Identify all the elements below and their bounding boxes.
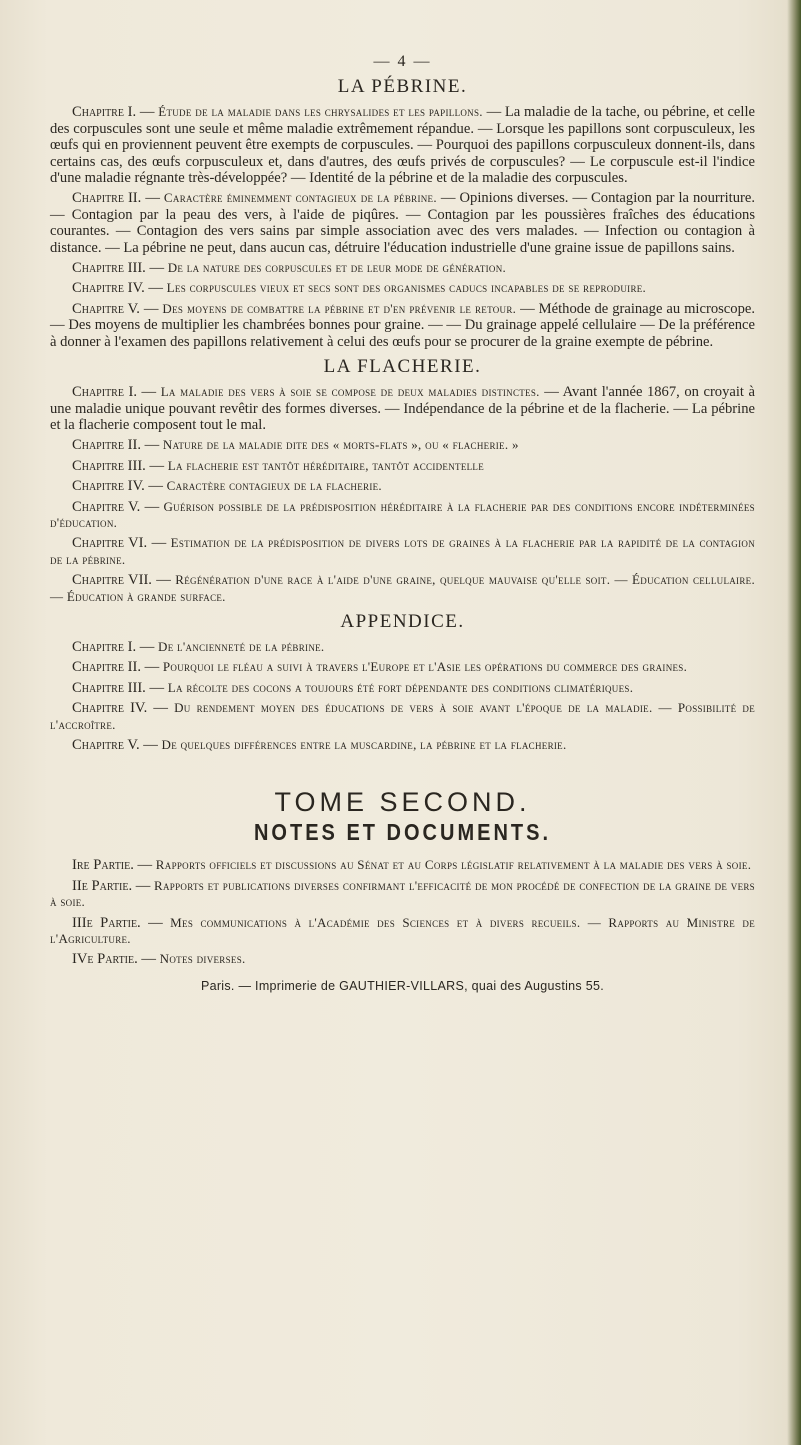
chapter-label: Chapitre V. —: [72, 300, 159, 317]
chapter-title: Guérison possible de la prédisposition héréditaire à la flacherie par des conditions encore indéterminées d'éducation.: [50, 498, 755, 530]
chapter-label: Chapitre II. —: [72, 659, 160, 676]
chapter-title: Caractère contagieux de la flacherie.: [166, 478, 382, 494]
part-entry: [50, 915, 755, 948]
part-title: Rapports et publications diverses confirmant l'efficacité de mon procédé de confection de la graine de vers à soie.: [50, 877, 755, 910]
document-body: [50, 54, 755, 994]
chapter-label: Chapitre II. —: [72, 437, 160, 454]
chapter-summary: — Opinions diverses. — Contagion par la nourriture. — Contagion par la peau des vers, à l'aide de piqûres. — Contagion par les poussières fraîches des éducations courantes. — Contagion des vers sains par simple association avec des vers malades. — Infection ou contagion à distance. — La pébrine ne peut, dans aucun cas, détruire l'éducation industrielle d'une graine issue de papillons sains.: [50, 190, 756, 256]
chapter-label: Chapitre IV. —: [72, 478, 164, 495]
chapter-entry: [50, 478, 755, 494]
chapter-entry: [50, 639, 755, 655]
chapter-entry: [50, 260, 755, 276]
part-title: Mes communications à l'Académie des Sciences et à divers recueils. — Rapports au Ministre de l'Agriculture.: [50, 914, 755, 947]
sections: [50, 76, 755, 753]
chapter-entry: [50, 700, 755, 733]
chapter-summary: — Méthode de grainage au microscope. — Des moyens de multiplier les chambrées bonnes pour graine. — — Du grainage appelé cellulaire — De la préférence à donner à l'examen des papillons relativement à celui des œufs pour se procurer de la graine exempte de pébrine.: [50, 300, 755, 350]
chapter-title: Caractère éminemment contagieux de la pébrine.: [163, 190, 437, 206]
part-title: Notes diverses.: [159, 951, 246, 967]
chapter-entry: [50, 572, 755, 605]
chapter-entry: [50, 535, 755, 568]
chapter-entry: [50, 190, 755, 256]
part-title: Rapports officiels et discussions au Sénat et au Corps législatif relativement à la maladie des vers à soie.: [155, 857, 752, 873]
page-edge-shadow: [787, 0, 801, 1445]
chapter-title: Pourquoi le fléau a suivi à travers l'Europe et l'Asie les opérations du commerce des graines.: [162, 659, 688, 675]
chapter-label: Chapitre I. —: [72, 104, 155, 121]
chapter-title: La récolte des cocons a toujours été fort dépendante des conditions climatériques.: [167, 679, 634, 695]
section-title: APPENDICE.: [340, 610, 465, 632]
chapter-title: Nature de la maladie dite des « morts-flats », ou « flacherie. »: [162, 437, 519, 453]
chapter-label: Chapitre V. —: [72, 498, 160, 515]
chapter-title: De quelques différences entre la muscardine, la pébrine et la flacherie.: [161, 737, 567, 752]
chapter-title: Étude de la maladie dans les chrysalides et les papillons.: [158, 104, 483, 120]
chapter-title: Des moyens de combattre la pébrine et d'en prévenir le retour.: [162, 300, 517, 316]
section-title: LA PÉBRINE.: [337, 76, 468, 98]
chapter-title: La maladie des vers à soie se compose de deux maladies distinctes.: [160, 384, 540, 400]
section-title: LA FLACHERIE.: [323, 356, 482, 378]
chapter-entry: [50, 437, 755, 453]
chapter-title: Régénération d'une race à l'aide d'une graine, quelque mauvaise qu'elle soit. — Éducation cellulaire. — Éducation à grande surface.: [50, 572, 755, 604]
part-entry: [50, 878, 755, 911]
chapter-entry: [50, 737, 755, 753]
chapter-summary: — La maladie de la tache, ou pébrine, et celle des corpuscules sont une seule et même maladie extrêmement répandue. — Lorsque les papillons sont corpusculeux, les œufs qui en proviennent peuvent être exempts de corpuscules. — Pourquoi des papillons corpusculeux donnent-ils, dans certains cas, des œufs corpusculeux et, dans d'autres, des œufs privés de corpuscules? — Le corpuscule est-il l'indice d'une maladie régnante très-développée? — Identité de la pébrine et de la maladie des corpuscules.: [50, 104, 755, 187]
part-label: Ire Partie. —: [72, 857, 153, 874]
part-label: IVe Partie. —: [72, 951, 157, 968]
chapter-entry: [50, 680, 755, 696]
chapter-label: Chapitre V. —: [72, 737, 158, 753]
part-label: IIIe Partie. —: [72, 914, 163, 931]
chapter-title: De la nature des corpuscules et de leur mode de génération.: [167, 260, 507, 276]
chapter-label: Chapitre VI. —: [72, 535, 167, 552]
chapter-title: Du rendement moyen des éducations de vers à soie avant l'époque de la maladie. — Possibilité de l'accroître.: [50, 700, 756, 732]
chapter-label: Chapitre I. —: [72, 384, 157, 401]
chapter-title: Les corpuscules vieux et secs sont des organismes caducs incapables de se reproduire.: [166, 280, 647, 296]
chapter-entry: [50, 104, 755, 186]
chapter-title: De l'ancienneté de la pébrine.: [158, 638, 325, 654]
part-entry: [50, 951, 755, 967]
tome-parts: [50, 857, 755, 967]
chapter-entry: [50, 499, 755, 532]
part-entry: [50, 857, 755, 873]
tome-title: TOME SECOND.: [274, 787, 531, 818]
tome-subtitle: NOTES ET DOCUMENTS.: [253, 820, 551, 847]
chapter-entry: [50, 280, 755, 296]
chapter-label: Chapitre IV. —: [72, 280, 164, 297]
chapter-label: Chapitre III. —: [72, 457, 165, 474]
chapter-entry: [50, 301, 755, 350]
chapter-label: Chapitre VII. —: [72, 572, 171, 589]
page-number: — 4 —: [373, 53, 432, 70]
chapter-label: Chapitre III. —: [72, 679, 165, 696]
chapter-title: La flacherie est tantôt héréditaire, tantôt accidentelle: [167, 457, 485, 473]
chapter-entry: [50, 659, 755, 675]
chapter-label: Chapitre II. —: [72, 190, 160, 207]
chapter-entry: [50, 458, 755, 474]
chapter-label: Chapitre III. —: [72, 260, 165, 277]
chapter-title: Estimation de la prédisposition de divers lots de graines à la flacherie par la rapidité de la contagion de la pébrine.: [50, 535, 755, 567]
chapter-label: Chapitre I. —: [72, 638, 155, 655]
imprint: Paris. — Imprimerie de GAUTHIER-VILLARS, quai des Augustins 55.: [200, 978, 605, 993]
chapter-summary: — Avant l'année 1867, on croyait à une maladie unique pouvant revêtir des formes diverses. — Indépendance de la pébrine et de la flacherie. — La pébrine et la flacherie composent tout le mal.: [50, 384, 755, 433]
chapter-entry: [50, 384, 755, 433]
chapter-label: Chapitre IV. —: [72, 700, 168, 717]
part-label: IIe Partie. —: [72, 877, 151, 894]
